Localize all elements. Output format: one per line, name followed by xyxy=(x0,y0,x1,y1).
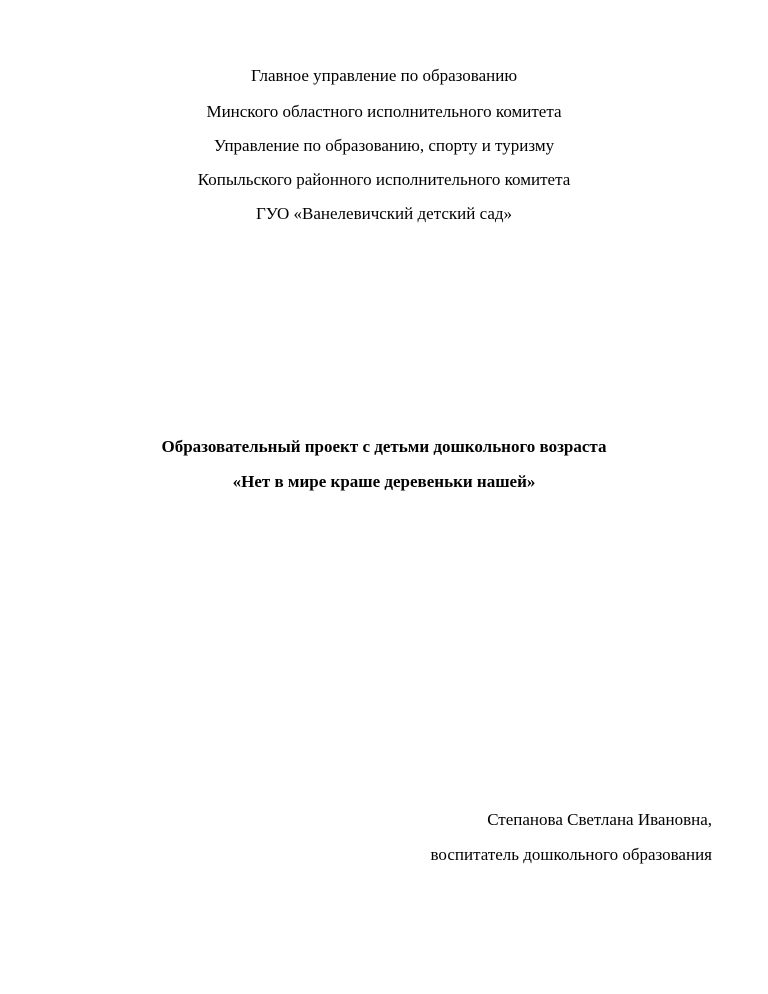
project-title-line: Образовательный проект с детьми дошкольного возраста xyxy=(161,437,607,456)
header-organization-line: Главное управление по образованию xyxy=(250,66,518,85)
header-district-line: Копыльского районного исполнительного комитета xyxy=(197,170,571,189)
header-committee-line: Минского областного исполнительного комитета xyxy=(206,102,562,121)
project-name-line: «Нет в мире краше деревеньки нашей» xyxy=(232,472,536,491)
header-institution-line: ГУО «Ванелевичский детский сад» xyxy=(255,204,513,223)
header-department-line: Управление по образованию, спорту и туризму xyxy=(213,136,555,155)
author-name: Степанова Светлана Ивановна, xyxy=(487,810,712,829)
author-position: воспитатель дошкольного образования xyxy=(430,845,712,864)
